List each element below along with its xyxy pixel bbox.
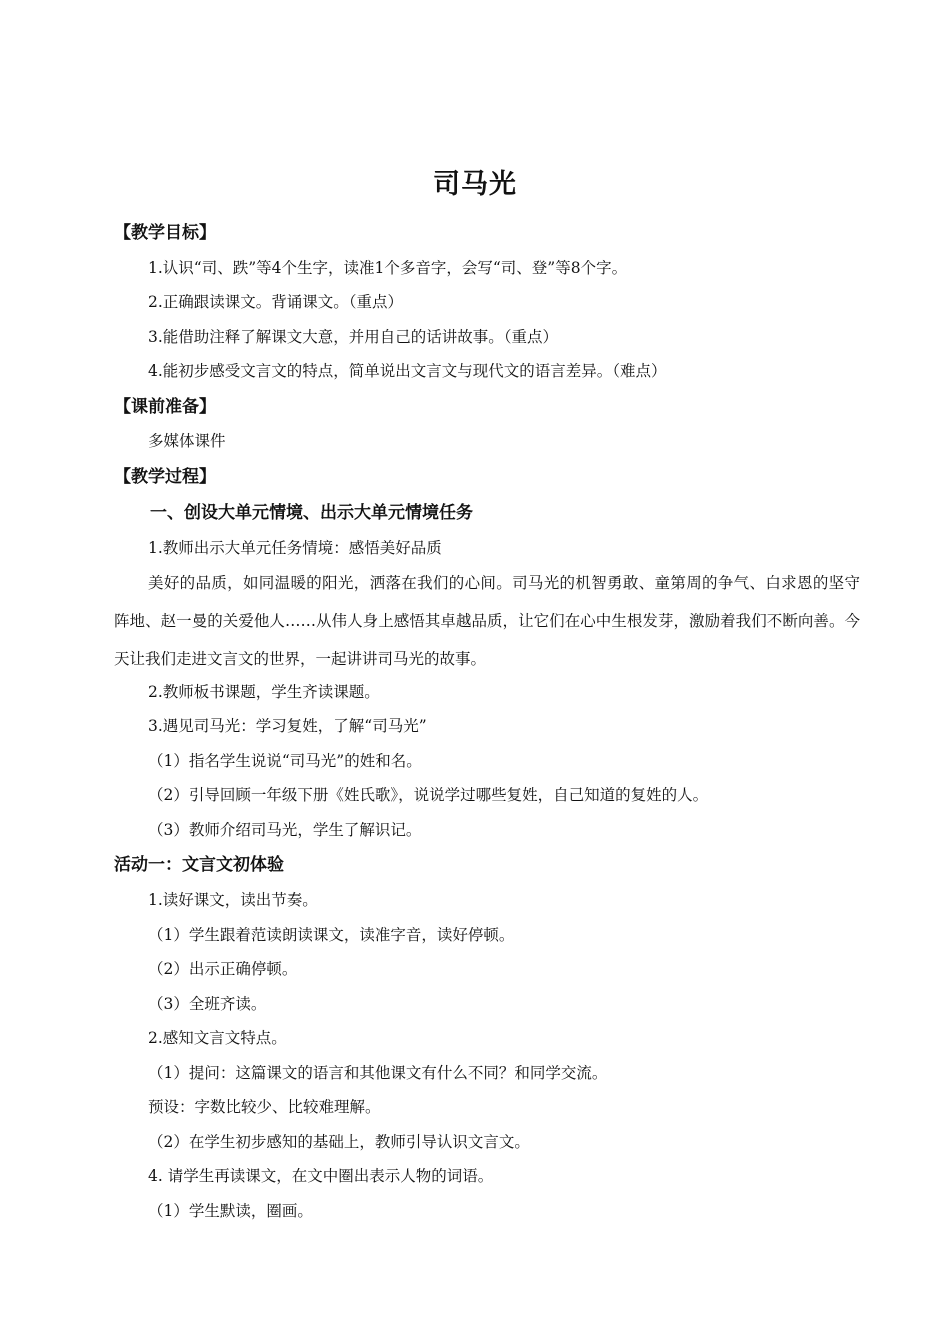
page-title: 司马光	[433, 169, 517, 200]
goal-item: 4.能初步感受文言文的特点，简单说出文言文与现代文的语言差异。（难点）	[148, 362, 667, 380]
section-heading-process: 【教学过程】	[114, 467, 216, 487]
section-heading-prep: 【课前准备】	[114, 397, 216, 417]
step-item: 2.教师板书课题，学生齐读课题。	[148, 683, 380, 701]
step-item: 2.感知文言文特点。	[148, 1029, 287, 1047]
prep-text: 多媒体课件	[148, 432, 226, 450]
sub-item: （1）指名学生说说“司马光”的姓和名。	[148, 752, 422, 770]
step-item: 3.遇见司马光：学习复姓，了解“司马光”	[148, 717, 427, 735]
step-item: 4. 请学生再读课文，在文中圈出表示人物的词语。	[148, 1167, 494, 1185]
paragraph: 美好的品质，如同温暖的阳光，洒落在我们的心间。司马光的机智勇敢、童第周的争气、白求恩的坚守阵地、赵一曼的关爱他人……从伟人身上感悟其卓越品质，让它们在心中生根发芽，激励着我们不断向善。今天让我们走进文言文的世界，一起讲讲司马光的故事。	[114, 574, 860, 668]
part-heading: 一、创设大单元情境、出示大单元情境任务	[150, 503, 473, 523]
sub-item: （3）教师介绍司马光，学生了解识记。	[148, 821, 422, 839]
sub-item: （1）学生跟着范读朗读课文，读准字音，读好停顿。	[148, 926, 515, 944]
section-heading-goals: 【教学目标】	[114, 223, 216, 243]
step-item: 1.教师出示大单元任务情境：感悟美好品质	[148, 539, 442, 557]
preset-text: 预设：字数比较少、比较难理解。	[148, 1098, 381, 1116]
activity-heading: 活动一：文言文初体验	[114, 855, 284, 875]
sub-item: （2）引导回顾一年级下册《姓氏歌》，说说学过哪些复姓，自己知道的复姓的人。	[148, 786, 709, 804]
sub-item: （2）在学生初步感知的基础上，教师引导认识文言文。	[148, 1133, 530, 1151]
goal-item: 1.认识“司、跌”等4个生字，读准1个多音字，会写“司、登”等8个字。	[148, 259, 628, 277]
goal-item: 3.能借助注释了解课文大意，并用自己的话讲故事。（重点）	[148, 328, 559, 346]
sub-item: （3）全班齐读。	[148, 995, 267, 1013]
sub-item: （1）提问：这篇课文的语言和其他课文有什么不同？和同学交流。	[148, 1064, 608, 1082]
sub-item: （2）出示正确停顿。	[148, 960, 298, 978]
sub-item: （1）学生默读，圈画。	[148, 1202, 313, 1220]
goal-item: 2.正确跟读课文。背诵课文。（重点）	[148, 293, 404, 311]
step-item: 1.读好课文，读出节奏。	[148, 891, 318, 909]
